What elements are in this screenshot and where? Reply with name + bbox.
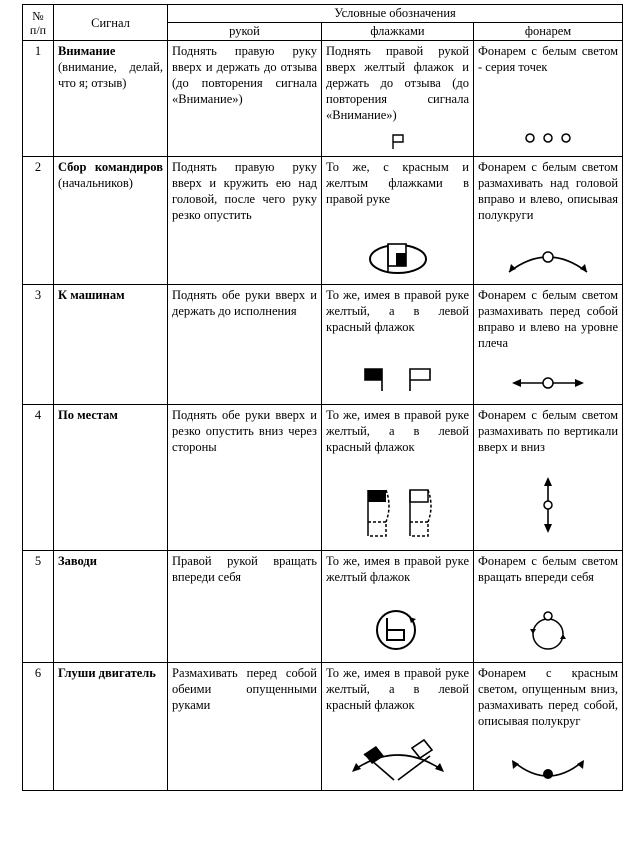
lamp-description: Фонарем с белым светом - серия точек [478, 44, 619, 74]
flags-cell [322, 405, 474, 551]
lamp-cell [474, 663, 623, 791]
hand-description: Поднять обе руки вверх и держать до исполнения [168, 285, 322, 405]
flags-cell [322, 41, 474, 157]
signal-name [54, 285, 168, 405]
row-number: 2 [23, 157, 54, 285]
signal-note: (внимание, делай, что я; отзыв) [58, 60, 163, 90]
two-flags-raised-icon [322, 366, 473, 392]
flags-description: То же, с красным и желтым флажками в правой руке [326, 160, 469, 206]
col-header-num: № п/п [23, 5, 54, 41]
flags-description: То же, имея в правой руке желтый, а в левой красный флажок [326, 408, 469, 454]
lamp-horizontal-swing-icon [474, 376, 622, 390]
flags-cell [322, 285, 474, 405]
lamp-description: Фонарем с белым светом вращать впереди себя [478, 554, 619, 584]
lamp-description: Фонарем с белым светом размахивать перед собой вправо и влево на уровне плеча [478, 288, 619, 350]
signal-title: Глуши двигатель [58, 666, 156, 680]
col-header-hand: рукой [168, 23, 322, 41]
lamp-cell [474, 551, 623, 663]
flags-cell [322, 157, 474, 285]
table-row [23, 157, 623, 285]
flags-description: Поднять правой рукой вверх желтый флажок и держать до отзыва (до повторения сигнала «Внимание») [326, 44, 469, 122]
flags-lowered-sides-icon [322, 486, 473, 544]
lamp-vertical-swing-icon [474, 476, 622, 534]
flags-description: То же, имея в правой руке желтый флажок [326, 554, 469, 584]
signal-title: Сбор командиров [58, 160, 163, 174]
hand-description: Правой рукой вращать впереди себя [168, 551, 322, 663]
row-number: 3 [23, 285, 54, 405]
hand-description: Поднять правую руку вверх и кружить ею над головой, после чего руку резко опустить [168, 157, 322, 285]
lamp-cell [474, 157, 623, 285]
red-lamp-low-arc-icon [474, 754, 622, 780]
flag-rotate-icon [322, 606, 473, 652]
flags-description: То же, имея в правой руке желтый, а в левой красный флажок [326, 288, 469, 334]
hand-description: Поднять правую руку вверх и держать до отзыва (до повторения сигнала «Внимание») [168, 41, 322, 157]
signal-name [54, 41, 168, 157]
flags-cell [322, 551, 474, 663]
signal-title: По местам [58, 408, 118, 422]
lamp-description: Фонарем с белым светом размахивать по вертикали вверх и вниз [478, 408, 619, 454]
lamp-description: Фонарем с красным светом, опущенным вниз, размахивать перед собой, описывая полукруг [478, 666, 619, 728]
signal-title: Внимание [58, 44, 116, 58]
signal-note: (начальников) [58, 176, 133, 190]
col-header-lamp: фонарем [474, 23, 623, 41]
col-header-group: Условные обозначения [168, 5, 623, 23]
lamp-description: Фонарем с белым светом размахивать над головой вправо и влево, описывая полукруги [478, 160, 619, 222]
lamp-cell [474, 285, 623, 405]
table-row [23, 41, 623, 157]
signal-name [54, 405, 168, 551]
col-header-signal: Сигнал [54, 5, 168, 41]
series-of-dots-icon [474, 132, 622, 144]
signal-table [22, 4, 623, 791]
signal-name [54, 663, 168, 791]
signal-title: Заводи [58, 554, 97, 568]
lamp-rotate-icon [474, 610, 622, 652]
table-row [23, 663, 623, 791]
signal-name [54, 157, 168, 285]
flags-circling-icon [322, 240, 473, 276]
flags-description: То же, имея в правой руке желтый, а в левой красный флажок [326, 666, 469, 712]
table-row [23, 551, 623, 663]
row-number: 6 [23, 663, 54, 791]
signal-title: К машинам [58, 288, 125, 302]
flags-cell [322, 663, 474, 791]
flags-crossed-swing-icon [322, 734, 473, 786]
lamp-cell [474, 405, 623, 551]
yellow-flag-raised-icon [322, 132, 473, 150]
table-row [23, 405, 623, 551]
lamp-cell [474, 41, 623, 157]
signal-name [54, 551, 168, 663]
col-header-flags: флажками [322, 23, 474, 41]
hand-description: Поднять обе руки вверх и резко опустить вниз через стороны [168, 405, 322, 551]
row-number: 4 [23, 405, 54, 551]
lamp-semicircle-arc-icon [474, 246, 622, 276]
row-number: 5 [23, 551, 54, 663]
hand-description: Размахивать перед собой обеими опущенными руками [168, 663, 322, 791]
table-row [23, 285, 623, 405]
row-number: 1 [23, 41, 54, 157]
